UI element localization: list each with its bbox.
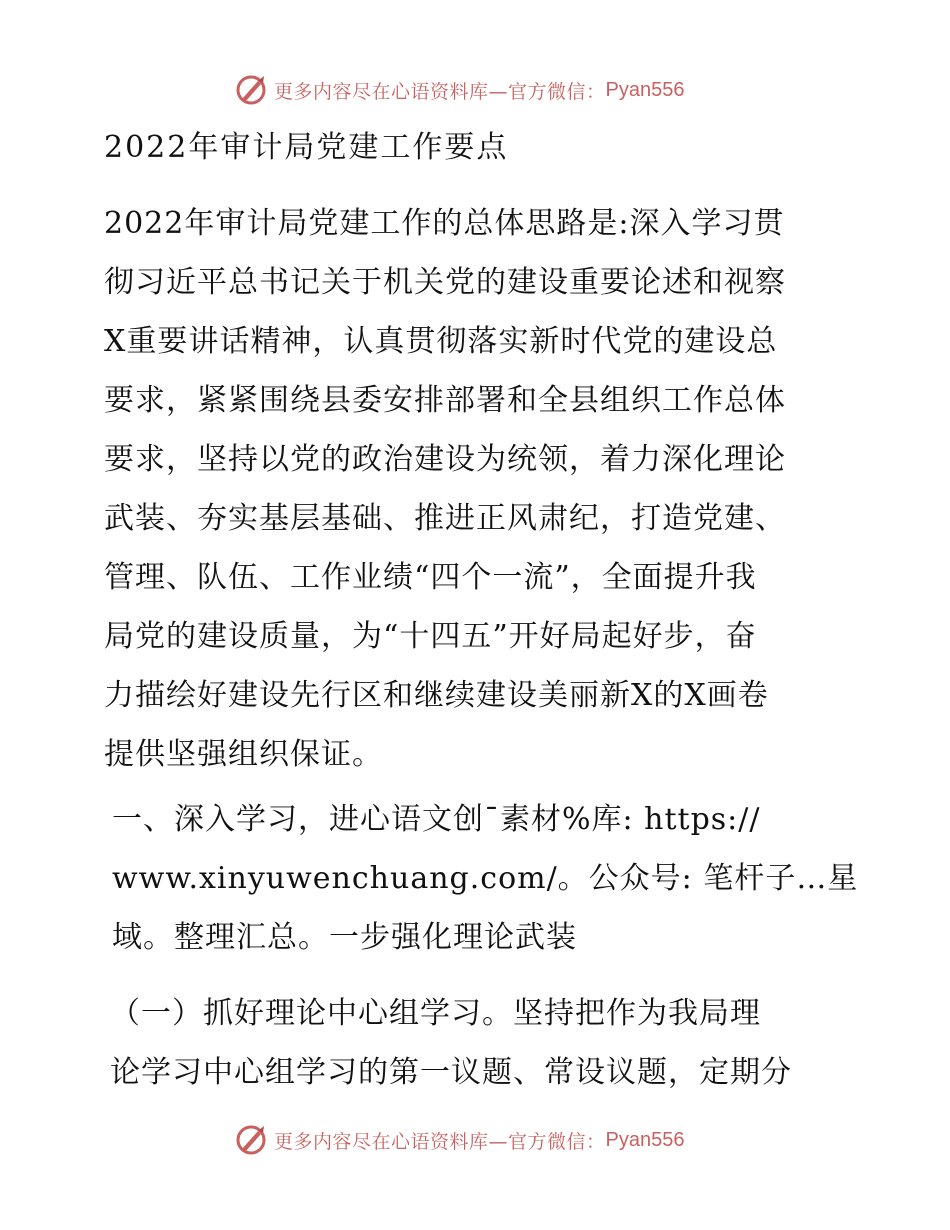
watermark-header <box>234 72 684 108</box>
text-line: 一、深入学习，进心语文创¯素材%库: https:// <box>112 802 761 837</box>
text-line: 提供坚强组织保证。 <box>104 737 383 772</box>
watermark-wechat-id: Pyan556 <box>605 78 685 101</box>
watermark-text: 更多内容尽在心语资料库—官方微信： <box>274 1130 606 1153</box>
text-line: 域。整理汇总。一步强化理论武装 <box>112 920 577 955</box>
document-title: 2022年审计局党建工作要点 <box>104 130 509 165</box>
section-heading-1 <box>98 790 859 967</box>
text-line: www.xinyuwenchuang.com/。公众号: 笔杆子…星 <box>112 861 859 896</box>
text-line: 力描绘好建设先行区和继续建设美丽新X的X画卷 <box>104 678 769 713</box>
quill-pen-logo-icon <box>234 1123 268 1157</box>
text-line: 管理、队伍、工作业绩“四个一流”，全面提升我 <box>104 560 757 595</box>
watermark-footer <box>234 1122 684 1158</box>
text-line: （一）抓好理论中心组学习。坚持把作为我局理 <box>110 996 761 1031</box>
watermark-wechat-id: Pyan556 <box>605 1128 685 1151</box>
watermark-text: 更多内容尽在心语资料库—官方微信： <box>274 80 606 103</box>
paragraph-overview <box>98 194 850 784</box>
text-line: 要求，坚持以党的政治建设为统领，着力深化理论 <box>104 442 786 477</box>
text-line: 论学习中心组学习的第一议题、常设议题，定期分 <box>110 1055 792 1090</box>
text-line: 武装、夯实基层基础、推进正风肃纪，打造党建、 <box>104 501 786 536</box>
quill-pen-logo-icon <box>234 73 268 107</box>
subsection-1 <box>98 984 850 1102</box>
text-line: 要求，紧紧围绕县委安排部署和全县组织工作总体 <box>104 383 786 418</box>
text-line: 2022年审计局党建工作的总体思路是:深入学习贯 <box>104 206 785 241</box>
text-line: 局党的建设质量，为“十四五”开好局起好步，奋 <box>104 619 757 654</box>
text-line: 彻习近平总书记关于机关党的建设重要论述和视察 <box>104 265 786 300</box>
text-line: X重要讲话精神，认真贯彻落实新时代党的建设总 <box>104 324 778 359</box>
